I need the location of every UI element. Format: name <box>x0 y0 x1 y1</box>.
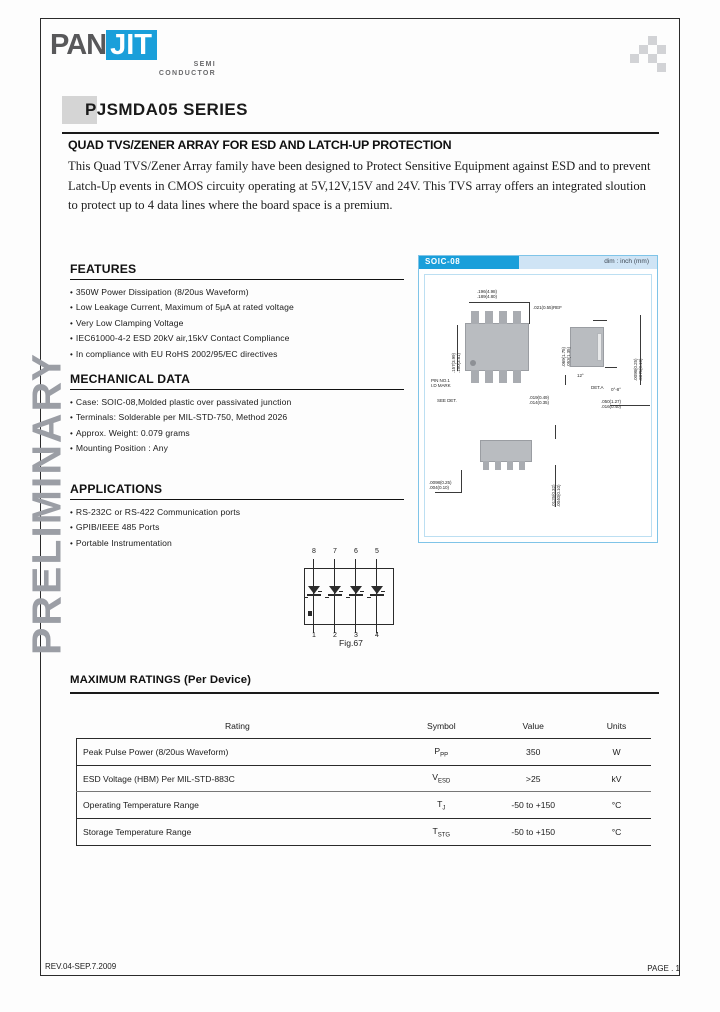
column-header-rating: Rating <box>77 714 399 739</box>
logo-subtitle-conductor: CONDUCTOR <box>158 70 216 77</box>
list-item: • RS-232C or RS-422 Communication ports <box>70 505 404 520</box>
mechanical-data-section <box>70 372 404 457</box>
preliminary-watermark: PRELIMINARY <box>23 352 70 655</box>
list-item: • Low Leakage Current, Maximum of 5μA at rated voltage <box>70 300 404 315</box>
package-outline-panel <box>418 255 658 543</box>
schematic-pin-label: 5 <box>375 548 379 555</box>
list-item: • 350W Power Dissipation (8/20us Waveform) <box>70 285 404 300</box>
dimension-label: .069(1.75) .053(1.35) <box>561 347 572 367</box>
package-lead <box>483 461 489 470</box>
logo-text-jit: JIT <box>106 30 157 60</box>
cell-units: °C <box>582 792 651 819</box>
schematic-pin-label: 4 <box>375 632 379 639</box>
list-item: • IEC61000-4-2 ESD 20kV air,15kV Contact Compliance <box>70 331 404 346</box>
features-divider <box>70 279 404 280</box>
schematic-caption: Fig.67 <box>339 638 363 648</box>
page-number: PAGE . 1 <box>647 964 680 973</box>
cell-rating: ESD Voltage (HBM) Per MIL-STD-883C <box>77 765 399 792</box>
list-item: • In compliance with EU RoHS 2002/95/EC directives <box>70 347 404 362</box>
product-headline: QUAD TVS/ZENER ARRAY FOR ESD AND LATCH-UP PROTECTION <box>68 138 452 152</box>
dimension-label: .0098(0.25) .004(0.10) <box>429 480 452 491</box>
list-item: • Portable Instrumentation <box>70 536 404 551</box>
package-lead <box>485 370 493 383</box>
circuit-schematic <box>296 548 406 656</box>
cell-symbol: $P_{PP}$ <box>398 739 484 766</box>
dimension-line <box>555 425 556 439</box>
dimension-label: .0098(0.25) .0075(0.19) <box>633 358 644 381</box>
lead-bend-line <box>593 320 607 321</box>
cell-value: >25 <box>484 765 582 792</box>
cell-units: °C <box>582 819 651 846</box>
schematic-pin-label: 2 <box>333 632 337 639</box>
product-description: This Quad TVS/Zener Array family have been designed to Protect Sensitive Equipment against ESD and to prevent Latch-Up events in CMOS circuity operating at 5V,12V,15V and 24V. This TVS array offers an integrated sloution to protect up to 4 data lines where the board space is a premium. <box>68 159 651 212</box>
schematic-pin-label: 6 <box>354 548 358 555</box>
page-border-right <box>679 18 680 976</box>
package-lead <box>513 370 521 383</box>
dimension-label: .050(1.27) .016(0.40) <box>601 399 621 410</box>
table-header-row <box>77 714 652 739</box>
dimension-line <box>469 302 529 303</box>
logo-wordmark <box>50 30 220 60</box>
cell-units: W <box>582 739 651 766</box>
dimension-label: .196(4.98) .189(4.80) <box>477 289 497 300</box>
cell-rating: Storage Temperature Range <box>77 819 399 846</box>
schematic-pin-label: 1 <box>312 632 316 639</box>
mechanical-divider <box>70 389 404 390</box>
pin-1-id-dot <box>470 360 476 366</box>
features-heading: FEATURES <box>70 262 137 276</box>
package-lead <box>485 311 493 324</box>
page-border-bottom <box>40 975 680 976</box>
dimension-line <box>461 470 462 492</box>
lead-bend-line <box>605 367 617 368</box>
dimension-label: .021(0.55)REF <box>533 305 562 310</box>
cell-rating: Peak Pulse Power (8/20us Waveform) <box>77 739 399 766</box>
package-lead <box>495 461 501 470</box>
applications-divider <box>70 499 404 500</box>
applications-section <box>70 482 404 551</box>
list-item: • Very Low Clamping Voltage <box>70 316 404 331</box>
package-name-label: SOIC-08 <box>419 256 519 269</box>
dimension-label: PIN NO.1 I.D MARK <box>431 378 451 389</box>
page-title: PJSMDA05 SERIES <box>85 100 248 119</box>
list-item: • GPIB/IEEE 485 Ports <box>70 520 404 535</box>
mechanical-heading: MECHANICAL DATA <box>70 372 191 386</box>
dimension-line <box>435 492 462 493</box>
package-panel-header <box>419 256 657 269</box>
dimension-label: 0°-8° <box>611 387 621 392</box>
logo-text-pan: PAN <box>50 29 107 61</box>
ratings-divider <box>70 692 659 694</box>
package-lead <box>471 311 479 324</box>
dimension-label: SEE DET. <box>437 398 457 403</box>
zener-diode-symbol <box>348 582 364 604</box>
logo-subtitle-semi: SEMI <box>193 61 216 68</box>
ratings-heading: MAXIMUM RATINGS (Per Device) <box>70 674 252 686</box>
title-divider <box>62 132 659 134</box>
package-lead <box>499 370 507 383</box>
cell-value: 350 <box>484 739 582 766</box>
features-list <box>70 285 404 362</box>
dimension-line <box>565 375 566 385</box>
package-isoview-body <box>480 440 532 462</box>
package-lead <box>499 311 507 324</box>
column-header-units: Units <box>582 714 651 739</box>
cell-rating: Operating Temperature Range <box>77 792 399 819</box>
dimension-label: .0125(0.32) .0040(0.10) <box>551 484 562 507</box>
list-item: • Terminals: Solderable per MIL-STD-750, Method 2026 <box>70 410 404 425</box>
maximum-ratings-table <box>76 714 651 846</box>
applications-heading: APPLICATIONS <box>70 482 163 496</box>
cell-value: -50 to +150 <box>484 819 582 846</box>
column-header-symbol: Symbol <box>398 714 484 739</box>
dimension-label: DET.A <box>591 385 604 390</box>
dimension-label: .157(3.99) .150(3.81) <box>451 353 462 373</box>
dimension-label: .019(0.49) .014(0.35) <box>529 395 549 406</box>
pin-1-marker <box>308 611 312 616</box>
zener-diode-symbol <box>369 582 385 604</box>
table-row <box>77 819 652 846</box>
package-lead <box>519 461 525 470</box>
cell-units: kV <box>582 765 651 792</box>
column-header-value: Value <box>484 714 582 739</box>
company-logo <box>50 30 220 82</box>
package-lead <box>513 311 521 324</box>
schematic-pin-label: 8 <box>312 548 316 555</box>
cell-symbol: $T_J$ <box>398 792 484 819</box>
page-border-top <box>40 18 680 19</box>
package-lead <box>507 461 513 470</box>
mechanical-list <box>70 395 404 457</box>
list-item: • Mounting Position : Any <box>70 441 404 456</box>
cell-symbol: $T_{STG}$ <box>398 819 484 846</box>
schematic-pin-label: 3 <box>354 632 358 639</box>
list-item: • Case: SOIC-08,Molded plastic over passivated junction <box>70 395 404 410</box>
zener-diode-symbol <box>327 582 343 604</box>
applications-list <box>70 505 404 551</box>
package-sideview-lead <box>597 333 602 361</box>
dimension-line <box>529 302 530 324</box>
table-row <box>77 765 652 792</box>
package-units-note: dim : inch (mm) <box>519 256 657 269</box>
zener-diode-symbol <box>306 582 322 604</box>
table-row <box>77 792 652 819</box>
dimension-label: 12° <box>577 373 584 378</box>
list-item: • Approx. Weight: 0.079 grams <box>70 426 404 441</box>
schematic-pin-label: 7 <box>333 548 337 555</box>
package-drawing-area <box>424 274 652 537</box>
package-lead <box>471 370 479 383</box>
cell-symbol: $V_{ESD}$ <box>398 765 484 792</box>
revision-label: REV.04-SEP.7.2009 <box>45 962 117 971</box>
features-section <box>70 262 404 362</box>
cell-value: -50 to +150 <box>484 792 582 819</box>
decorative-checker-pattern <box>636 36 670 70</box>
table-row <box>77 739 652 766</box>
